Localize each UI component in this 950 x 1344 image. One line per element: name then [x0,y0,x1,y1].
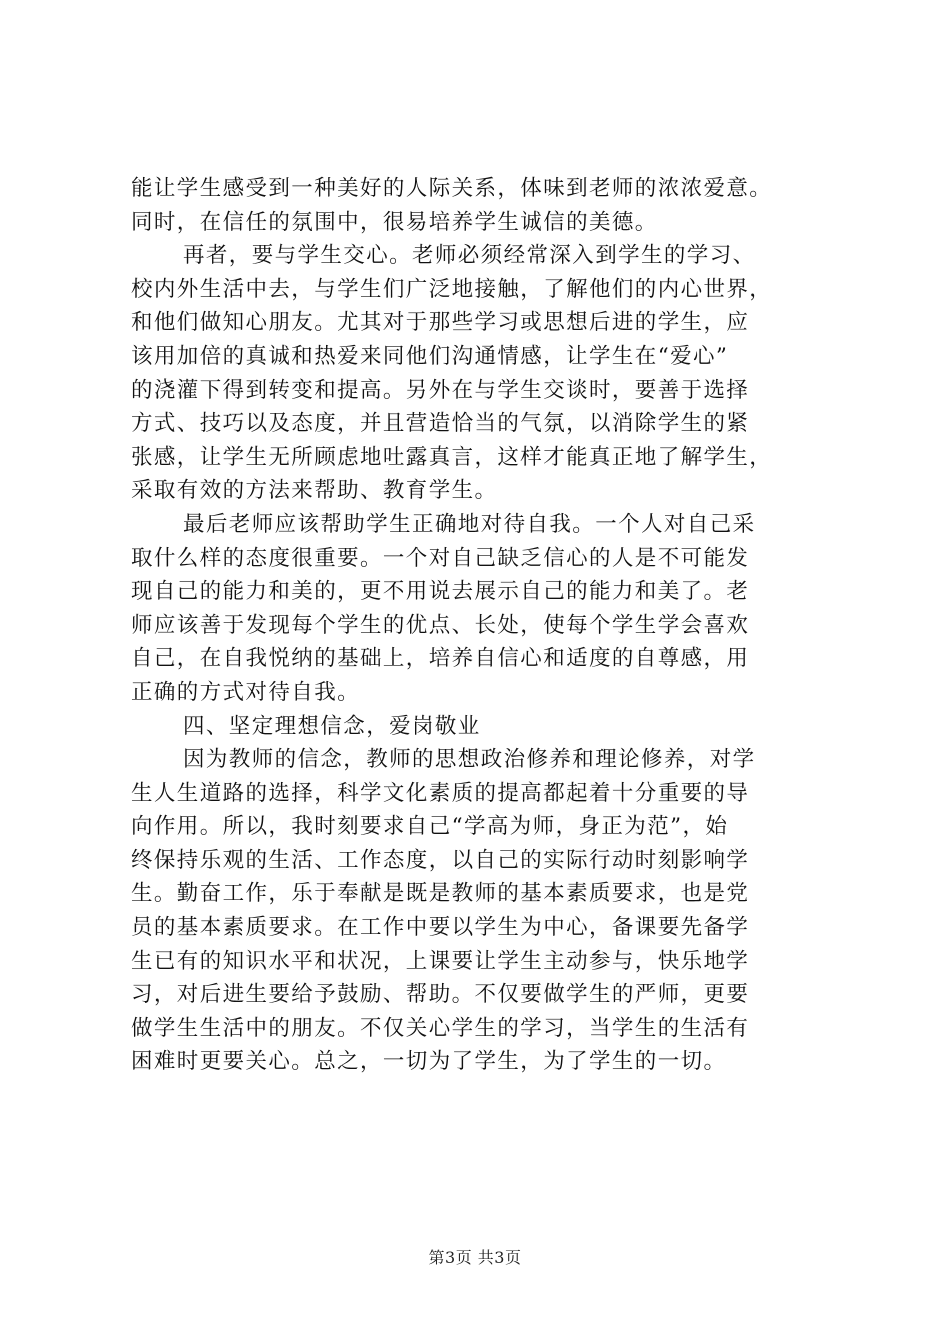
text-line: 同时，在信任的氛围中，很易培养学生诚信的美德。 [131,209,658,235]
text-line: 取什么样的态度很重要。一个对自己缺乏信心的人是不可能发 [131,545,750,571]
text-line: 能让学生感受到一种美好的人际关系，体味到老师的浓浓爱意。 [131,176,773,201]
text-line: 自己，在自我悦纳的基础上，培养自信心和适度的自尊感，用 [131,646,750,672]
text-line: 的浇灌下得到转变和提高。另外在与学生交谈时，要善于选择 [131,377,750,403]
text-line: 该用加倍的真诚和热爱来同他们沟通情感，让学生在“爱心” [131,343,729,369]
text-line: 做学生生活中的朋友。不仅关心学生的学习，当学生的生活有 [131,1015,750,1041]
text-line: 生已有的知识水平和状况，上课要让学生主动参与，快乐地学 [131,948,750,974]
text-line: 困难时更要关心。总之，一切为了学生，为了学生的一切。 [131,1049,727,1075]
text-line: 和他们做知心朋友。尤其对于那些学习或思想后进的学生，应 [131,310,750,336]
text-line: 师应该善于发现每个学生的优点、长处，使每个学生学会喜欢 [131,612,750,638]
text-line: 采取有效的方法来帮助、教育学生。 [131,478,498,504]
text-line: 生。勤奋工作，乐于奉献是既是教师的基本素质要求，也是党 [131,881,750,907]
text-line: 张感，让学生无所顾虑地吐露真言，这样才能真正地了解学生， [131,444,773,470]
text-line: 方式、技巧以及态度，并且营造恰当的气氛，以消除学生的紧 [131,411,750,437]
text-line: 正确的方式对待自我。 [131,679,361,705]
text-line: 生人生道路的选择，科学文化素质的提高都起着十分重要的导 [131,780,750,806]
text-line: 习，对后进生要给予鼓励、帮助。不仅要做学生的严师，更要 [131,982,750,1008]
document-body [131,172,831,1079]
text-line: 现自己的能力和美的，更不用说去展示自己的能力和美了。老 [131,579,750,605]
text-line: 最后老师应该帮助学生正确地对待自我。一个人对自己采 [183,511,756,537]
page-number-footer: 第3页 共3页 [428,1248,522,1267]
text-line: 终保持乐观的生活、工作态度，以自己的实际行动时刻影响学 [131,847,750,873]
text-line: 因为教师的信念，教师的思想政治修养和理论修养，对学 [183,747,756,773]
text-line: 向作用。所以，我时刻要求自己“学高为师，身正为范”，始 [131,814,729,840]
text-line: 员的基本素质要求。在工作中要以学生为中心，备课要先备学 [131,915,750,941]
section-heading: 四、坚定理想信念，爱岗敬业 [183,713,481,739]
text-line: 校内外生活中去，与学生们广泛地接触，了解他们的内心世界， [131,276,773,302]
text-line: 再者，要与学生交心。老师必须经常深入到学生的学习、 [183,243,756,269]
